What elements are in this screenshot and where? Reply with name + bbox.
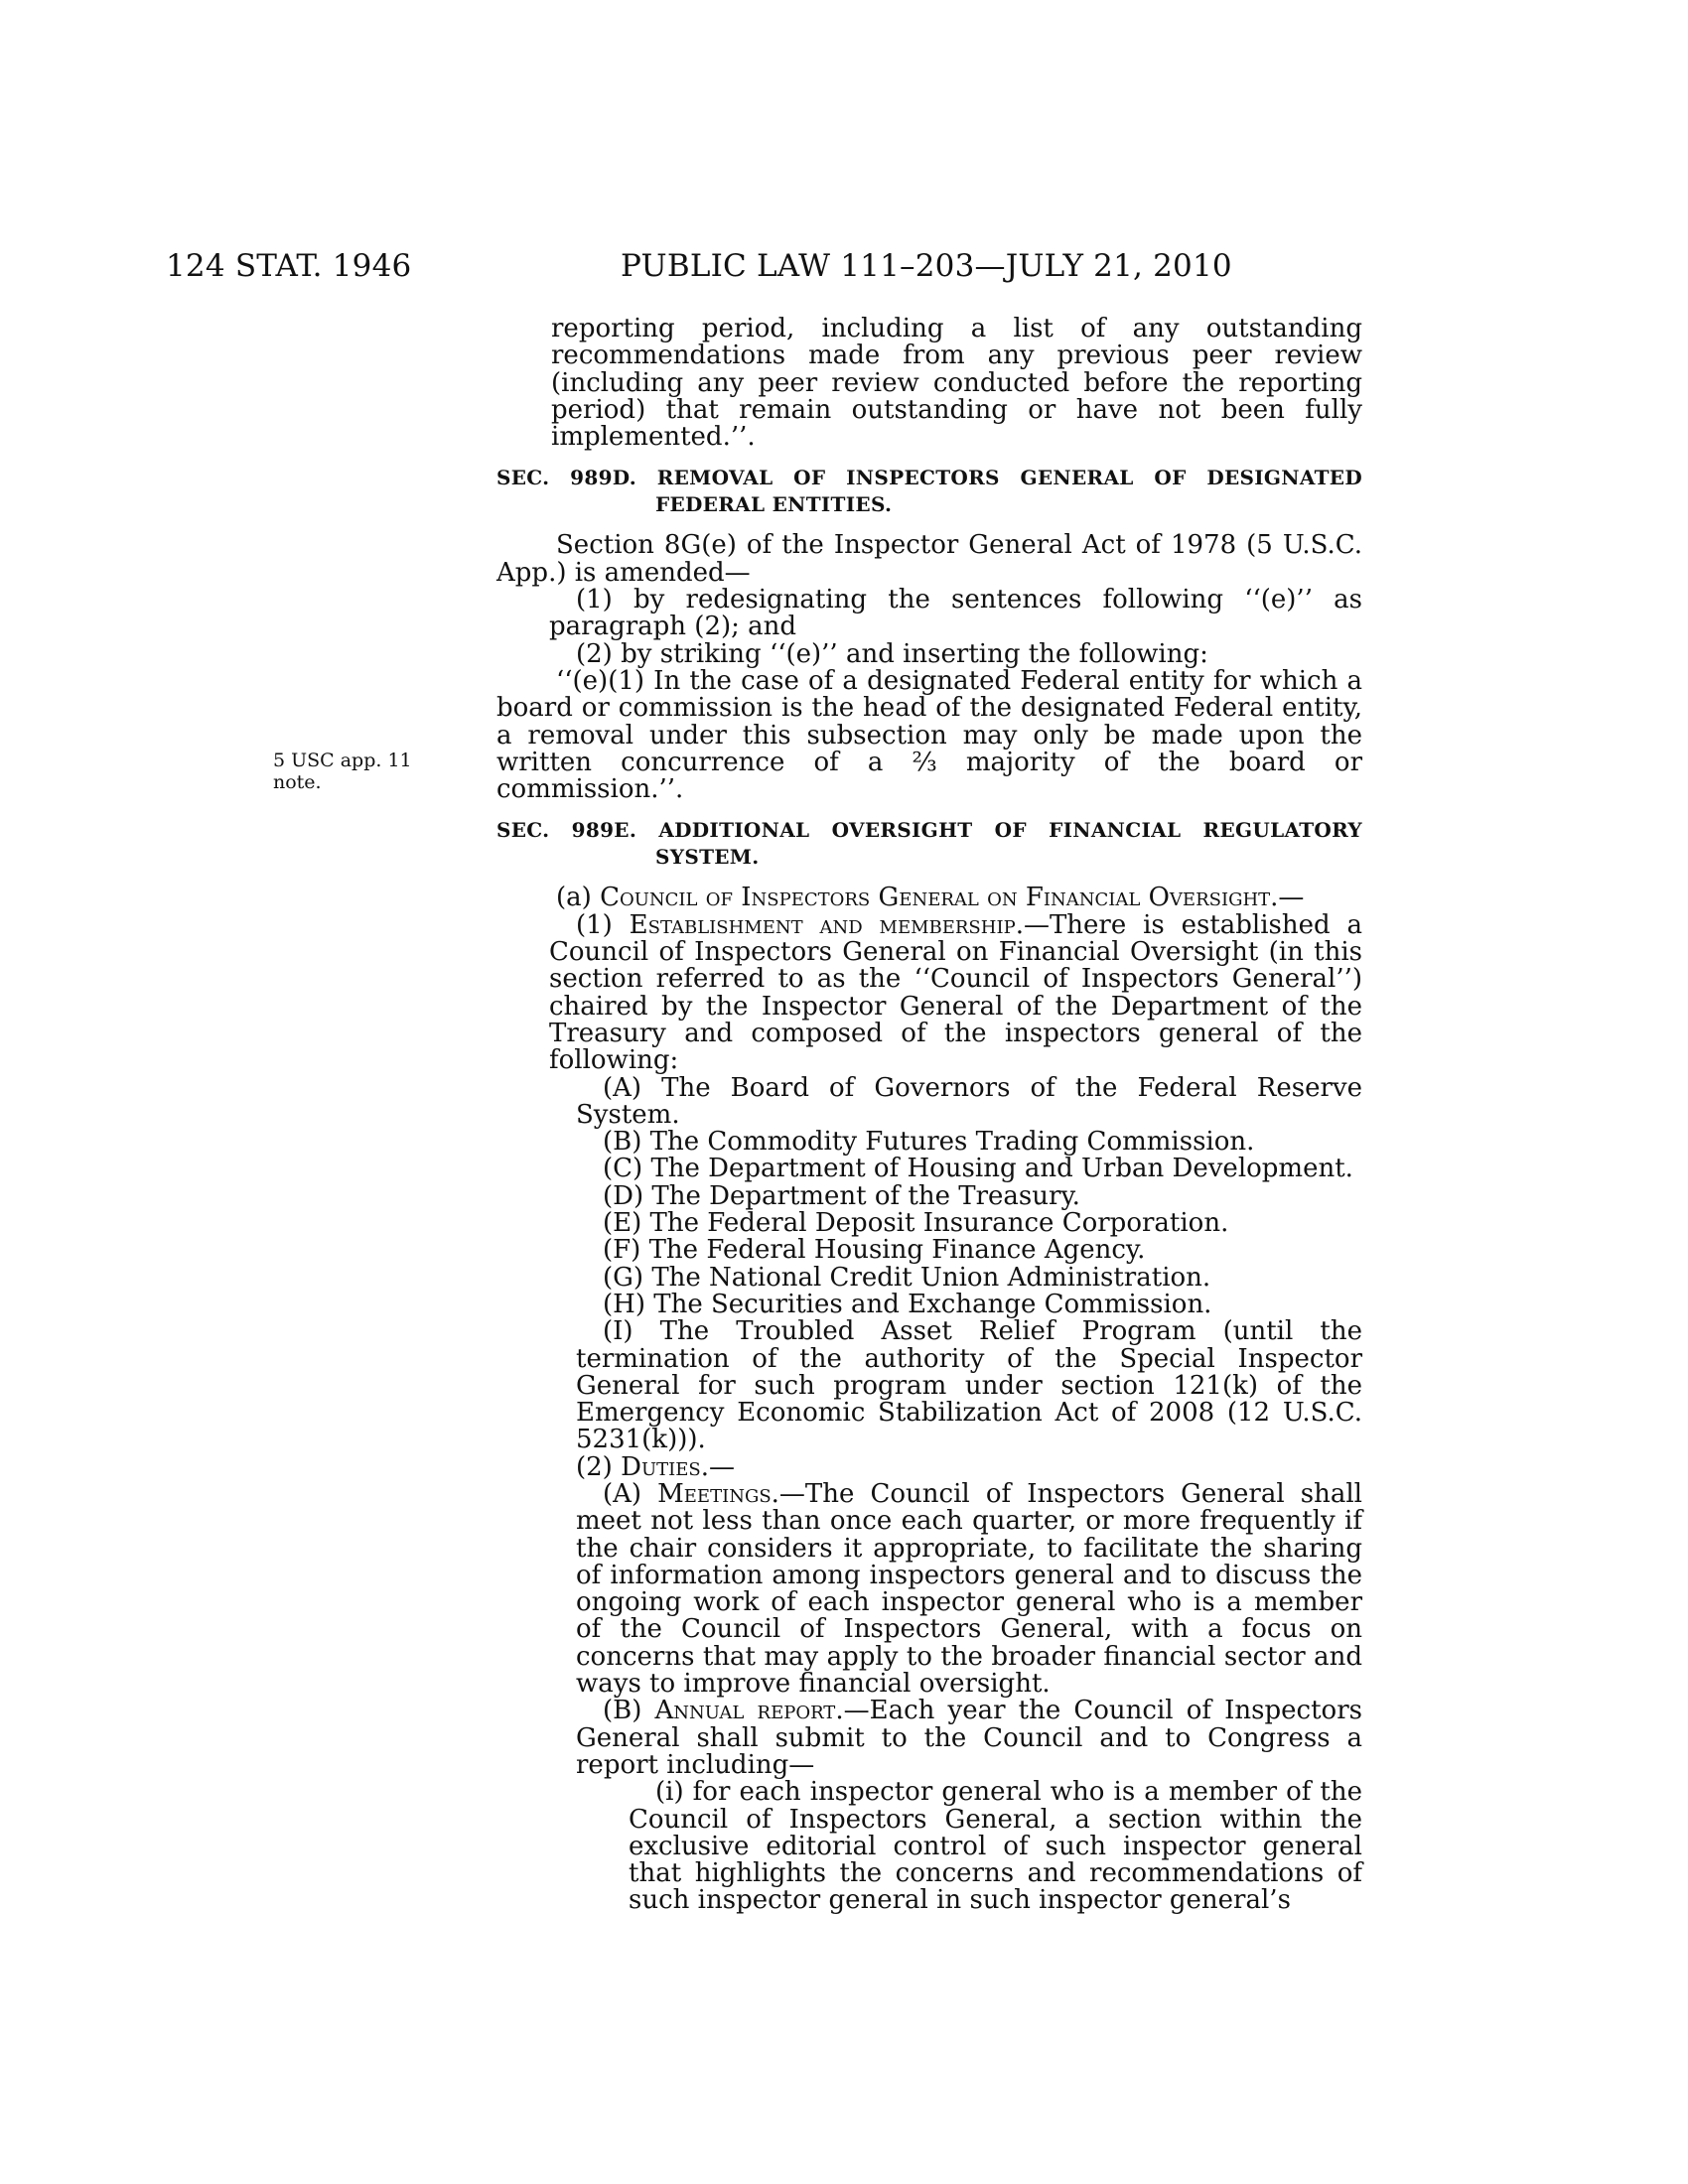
list-item: (A) The Board of Governors of the Federal Reserve System. [576, 1072, 1362, 1130]
margin-note-line: 5 USC app. 11 [273, 750, 412, 771]
subsection-a [496, 885, 1362, 911]
label: (B) [603, 1696, 655, 1726]
list-item: (I) The Troubled Asset Relief Program (until the termination of the authority of the Special Inspector General for such program under section 121(k) of the Emergency Economic Stabilization Act of 2008 (12 U.S.C. 5231(k))). [576, 1316, 1362, 1455]
subparagraph-A [496, 1478, 1362, 1700]
list-item: (B) The Commodity Futures Trading Commission. [603, 1127, 1255, 1158]
list-item: (F) The Federal Housing Finance Agency. [603, 1235, 1146, 1266]
subsection-title: Council of Inspectors General on Financial Oversight [600, 883, 1271, 913]
paragraph: (1) by redesignating the sentences following ‘‘(e)’’ as paragraph (2); and [549, 585, 1362, 642]
paragraph-1 [496, 909, 1362, 1076]
list-item: (D) The Department of the Treasury. [603, 1180, 1080, 1211]
dash: .— [700, 1451, 735, 1482]
list-item: (E) The Federal Deposit Insurance Corporation. [603, 1208, 1229, 1239]
dash: .— [1270, 883, 1305, 913]
label: (2) [576, 1451, 622, 1482]
running-header: PUBLIC LAW 111–203—JULY 21, 2010 [621, 248, 1232, 284]
paragraph: (2) by striking ‘‘(e)’’ and inserting the following: [576, 638, 1208, 669]
body-text [496, 316, 1362, 1915]
paragraph-2 [496, 1451, 1362, 1482]
subparagraph-title: Meetings [657, 1478, 772, 1509]
page-citation: 124 STAT. 1946 [166, 248, 412, 284]
label: (1) [576, 909, 630, 940]
label: (a) [556, 883, 601, 913]
paragraph-title: Duties [621, 1451, 701, 1482]
list-item: (G) The National Credit Union Administration. [603, 1262, 1211, 1293]
label: (A) [603, 1478, 658, 1509]
subparagraph-title: Annual report [654, 1696, 836, 1726]
clause-i: (i) for each inspector general who is a member of the Council of Inspectors General, a section within the exclusive editorial control of such inspector general that highlights the concerns and recommendations of such inspector general in such inspector general’s [629, 1777, 1362, 1916]
section-heading-989e: SEC. 989E. ADDITIONAL OVERSIGHT OF FINANCIAL REGULATORY SYSTEM. [496, 818, 1362, 870]
list-item: (H) The Securities and Exchange Commission. [603, 1289, 1212, 1319]
margin-note-line: note. [273, 771, 322, 793]
section-heading-989d: SEC. 989D. REMOVAL OF INSPECTORS GENERAL OF DESIGNATED FEDERAL ENTITIES. [496, 466, 1362, 517]
subparagraph-text: .—Each year the Council of Inspectors General shall submit to the Council and to Congress a report including— [576, 1696, 1362, 1780]
paragraph-text: .—There is established a Council of Inspectors General on Financial Oversight (in this section referred to as the ‘‘Council of Inspectors General’’) chaired by the Inspector General of the Department of the Treasury and composed of the inspectors general of the following: [549, 909, 1362, 1076]
paragraph-title: Establishment and membership [629, 909, 1016, 940]
subparagraph-text: .—The Council of Inspectors General shall meet not less than once each quarter, or more frequently if the chair considers it appropriate, to facilitate the sharing of information among inspectors general and to discuss the ongoing work of each inspector general who is a member of the Council of Inspectors General, with a focus on concerns that may apply to the broader financial sector and ways to improve financial oversight. [576, 1478, 1362, 1700]
paragraph-continuation: reporting period, including a list of any outstanding recommendations made from any previous peer review (including any peer review conducted before the reporting period) that remain outstanding or have not been fully implemented.’’. [551, 314, 1362, 453]
margin-note [273, 750, 452, 793]
quoted-paragraph: ‘‘(e)(1) In the case of a designated Federal entity for which a board or commission is the head of the designated Federal entity, a removal under this subsection may only be made upon the written concurrence of a ⅔ majority of the board or commission.’’. [496, 665, 1362, 805]
subparagraph-B [496, 1698, 1362, 1779]
paragraph: Section 8G(e) of the Inspector General Act of 1978 (5 U.S.C. App.) is amended— [496, 530, 1362, 588]
list-item: (C) The Department of Housing and Urban Development. [603, 1154, 1353, 1184]
